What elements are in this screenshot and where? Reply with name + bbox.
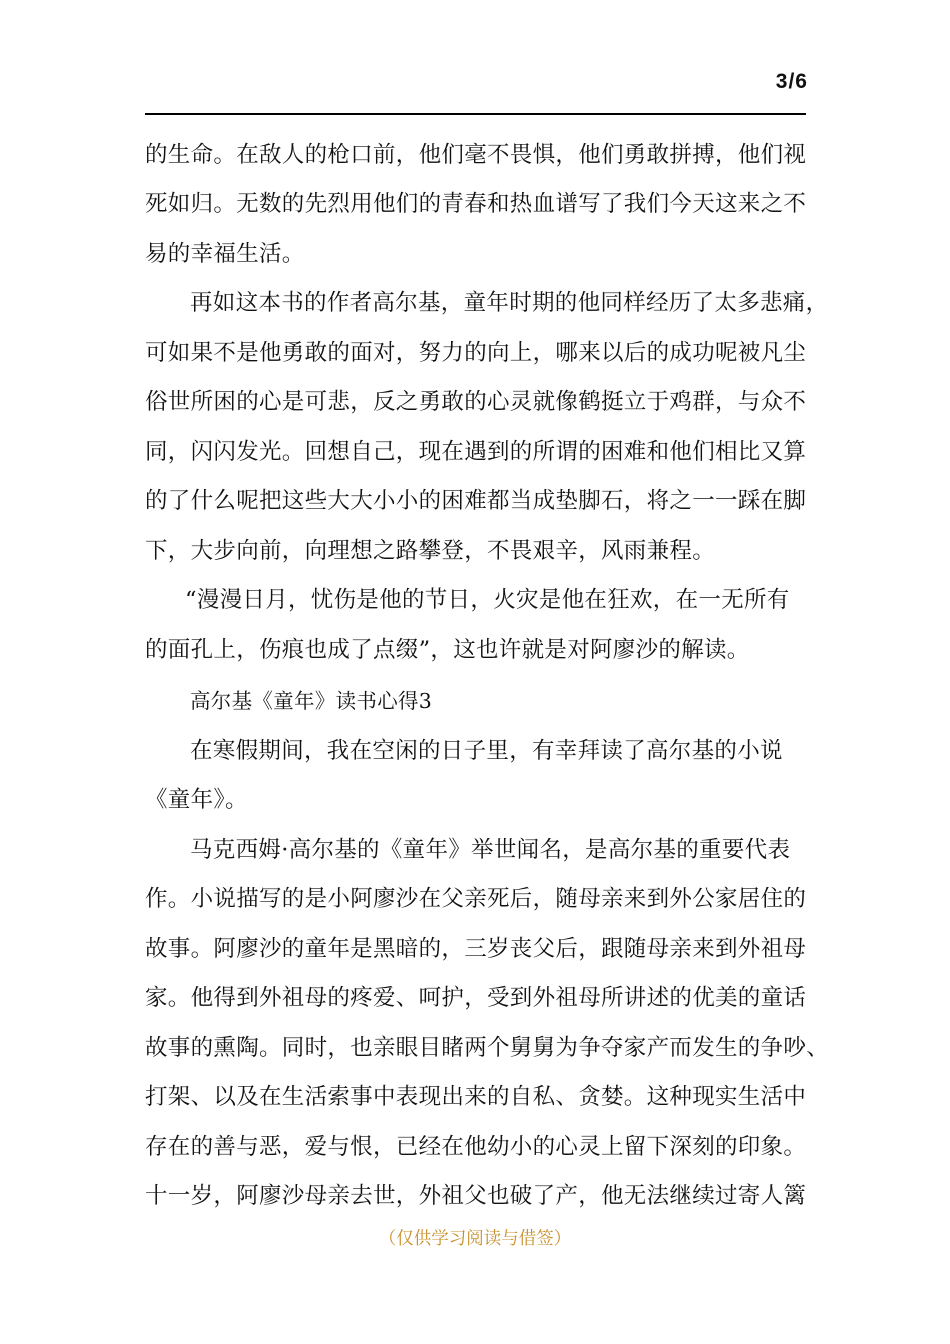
text-line: 十一岁，阿廖沙母亲去世，外祖父也破了产，他无法继续过寄人篱 <box>145 1183 807 1209</box>
text-line: 同，闪闪发光。回想自己，现在遇到的所谓的困难和他们相比又算 <box>145 439 807 465</box>
text-line: 作。小说描写的是小阿廖沙在父亲死后，随母亲来到外公家居住的 <box>145 886 807 912</box>
text-line: 死如归。无数的先烈用他们的青春和热血谱写了我们今天这来之不 <box>145 191 807 217</box>
text-line: 存在的善与恶，爱与恨，已经在他幼小的心灵上留下深刻的印象。 <box>145 1134 807 1160</box>
text-line: 可如果不是他勇敢的面对，努力的向上，哪来以后的成功呢被凡尘 <box>145 340 807 366</box>
text-line: 打架、以及在生活索事中表现出来的自私、贪婪。这种现实生活中 <box>145 1084 807 1110</box>
text-line: 《童年》。 <box>145 787 248 813</box>
text-line: “漫漫日月，忧伤是他的节日，火灾是他在狂欢，在一无所有 <box>185 587 790 613</box>
text-line: 易的幸福生活。 <box>145 241 305 267</box>
header-rule <box>145 113 806 115</box>
text-line: 俗世所困的心是可悲，反之勇敢的心灵就像鹤挺立于鸡群，与众不 <box>145 389 807 415</box>
text-line: 故事的熏陶。同时，也亲眼目睹两个舅舅为争夺家产而发生的争吵、 <box>145 1035 830 1061</box>
text-line: 的生命。在敌人的枪口前，他们毫不畏惧，他们勇敢拼搏，他们视 <box>145 142 807 168</box>
section-heading: 高尔基《童年》读书心得3 <box>190 689 433 713</box>
text-line: 下，大步向前，向理想之路攀登，不畏艰辛，风雨兼程。 <box>145 538 716 564</box>
text-line: 的了什么呢把这些大大小小的困难都当成垫脚石，将之一一踩在脚 <box>145 488 807 514</box>
page-number: 3/6 <box>775 70 808 93</box>
footer-note: （仅供学习阅读与借签） <box>378 1229 572 1249</box>
text-line: 的面孔上，伤痕也成了点缀”，这也许就是对阿廖沙的解读。 <box>145 637 750 663</box>
text-line: 马克西姆·高尔基的《童年》举世闻名，是高尔基的重要代表 <box>190 837 791 863</box>
text-line: 故事。阿廖沙的童年是黑暗的，三岁丧父后，跟随母亲来到外祖母 <box>145 936 807 962</box>
text-line: 再如这本书的作者高尔基，童年时期的他同样经历了太多悲痛， <box>190 290 829 316</box>
text-line: 在寒假期间，我在空闲的日子里，有幸拜读了高尔基的小说 <box>190 738 783 764</box>
text-line: 家。他得到外祖母的疼爱、呵护，受到外祖母所讲述的优美的童话 <box>145 985 807 1011</box>
